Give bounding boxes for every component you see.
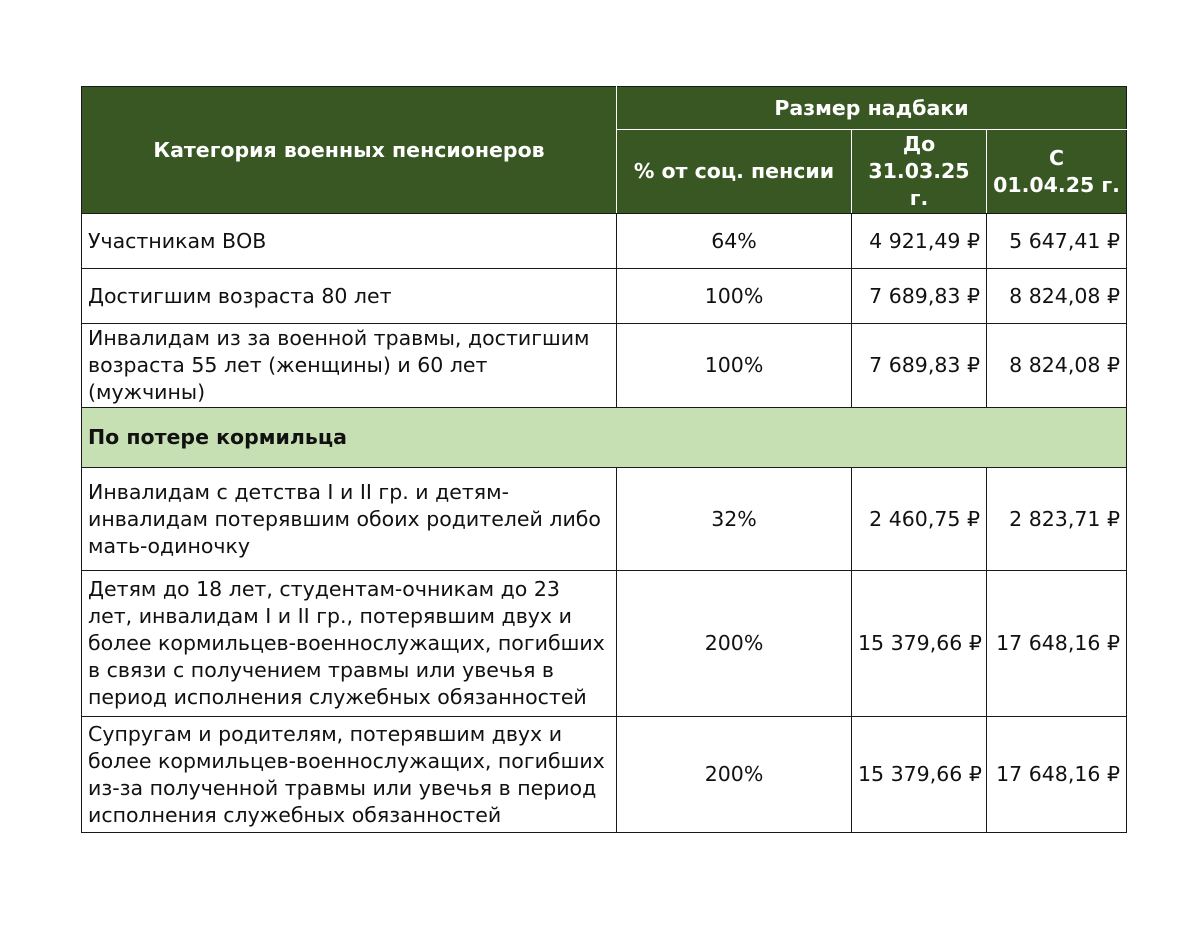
row-percent: 100% bbox=[617, 269, 852, 324]
row-percent: 200% bbox=[617, 717, 852, 833]
row-category: Участникам ВОВ bbox=[82, 214, 617, 269]
table-row bbox=[82, 571, 1127, 717]
header-percent: % от соц. пенсии bbox=[617, 130, 852, 214]
row-before-amount: 15 379,66 ₽ bbox=[852, 571, 987, 717]
row-category: Супругам и родителям, потерявшим двух и более кормильцев-военнослужащих, погибших из-за полученной травмы или увечья в период исполнения служебных обязанностей bbox=[82, 717, 617, 833]
section-row bbox=[82, 408, 1127, 468]
row-after-amount: 17 648,16 ₽ bbox=[987, 571, 1127, 717]
header-before-line1: До bbox=[902, 132, 936, 156]
section-title: По потере кормильца bbox=[82, 408, 1127, 468]
header-after-line1: С bbox=[1048, 145, 1065, 170]
row-percent: 32% bbox=[617, 468, 852, 571]
header-after-line2: 01.04.25 г. bbox=[993, 172, 1120, 197]
table-row bbox=[82, 269, 1127, 324]
row-after-amount: 17 648,16 ₽ bbox=[987, 717, 1127, 833]
header-before-line2: 31.03.25 г. bbox=[868, 159, 970, 210]
row-category: Достигшим возраста 80 лет bbox=[82, 269, 617, 324]
row-percent: 64% bbox=[617, 214, 852, 269]
row-after-amount: 8 824,08 ₽ bbox=[987, 324, 1127, 408]
table-row bbox=[82, 717, 1127, 833]
header-size-group: Размер надбаки bbox=[617, 87, 1127, 130]
row-before-amount: 7 689,83 ₽ bbox=[852, 324, 987, 408]
row-before-amount: 7 689,83 ₽ bbox=[852, 269, 987, 324]
header-row bbox=[82, 87, 1127, 130]
row-percent: 200% bbox=[617, 571, 852, 717]
table-row bbox=[82, 468, 1127, 571]
row-after-amount: 8 824,08 ₽ bbox=[987, 269, 1127, 324]
header-before-date bbox=[852, 130, 987, 214]
pension-supplement-table bbox=[81, 86, 1127, 833]
header-after-date bbox=[987, 130, 1127, 214]
row-before-amount: 15 379,66 ₽ bbox=[852, 717, 987, 833]
row-category: Инвалидам с детства I и II гр. и детям-инвалидам потерявшим обоих родителей либо мать-одиночку bbox=[82, 468, 617, 571]
header-category: Категория военных пенсионеров bbox=[82, 87, 617, 214]
row-category: Инвалидам из за военной травмы, достигшим возраста 55 лет (женщины) и 60 лет (мужчины) bbox=[82, 324, 617, 408]
row-percent: 100% bbox=[617, 324, 852, 408]
table-row bbox=[82, 214, 1127, 269]
row-after-amount: 5 647,41 ₽ bbox=[987, 214, 1127, 269]
row-before-amount: 2 460,75 ₽ bbox=[852, 468, 987, 571]
table-row bbox=[82, 324, 1127, 408]
row-before-amount: 4 921,49 ₽ bbox=[852, 214, 987, 269]
row-after-amount: 2 823,71 ₽ bbox=[987, 468, 1127, 571]
row-category: Детям до 18 лет, студентам-очникам до 23 лет, инвалидам I и II гр., потерявшим двух и более кормильцев-военнослужащих, погибших в связи с получением травмы или увечья в период исполнения служебных обязанностей bbox=[82, 571, 617, 717]
